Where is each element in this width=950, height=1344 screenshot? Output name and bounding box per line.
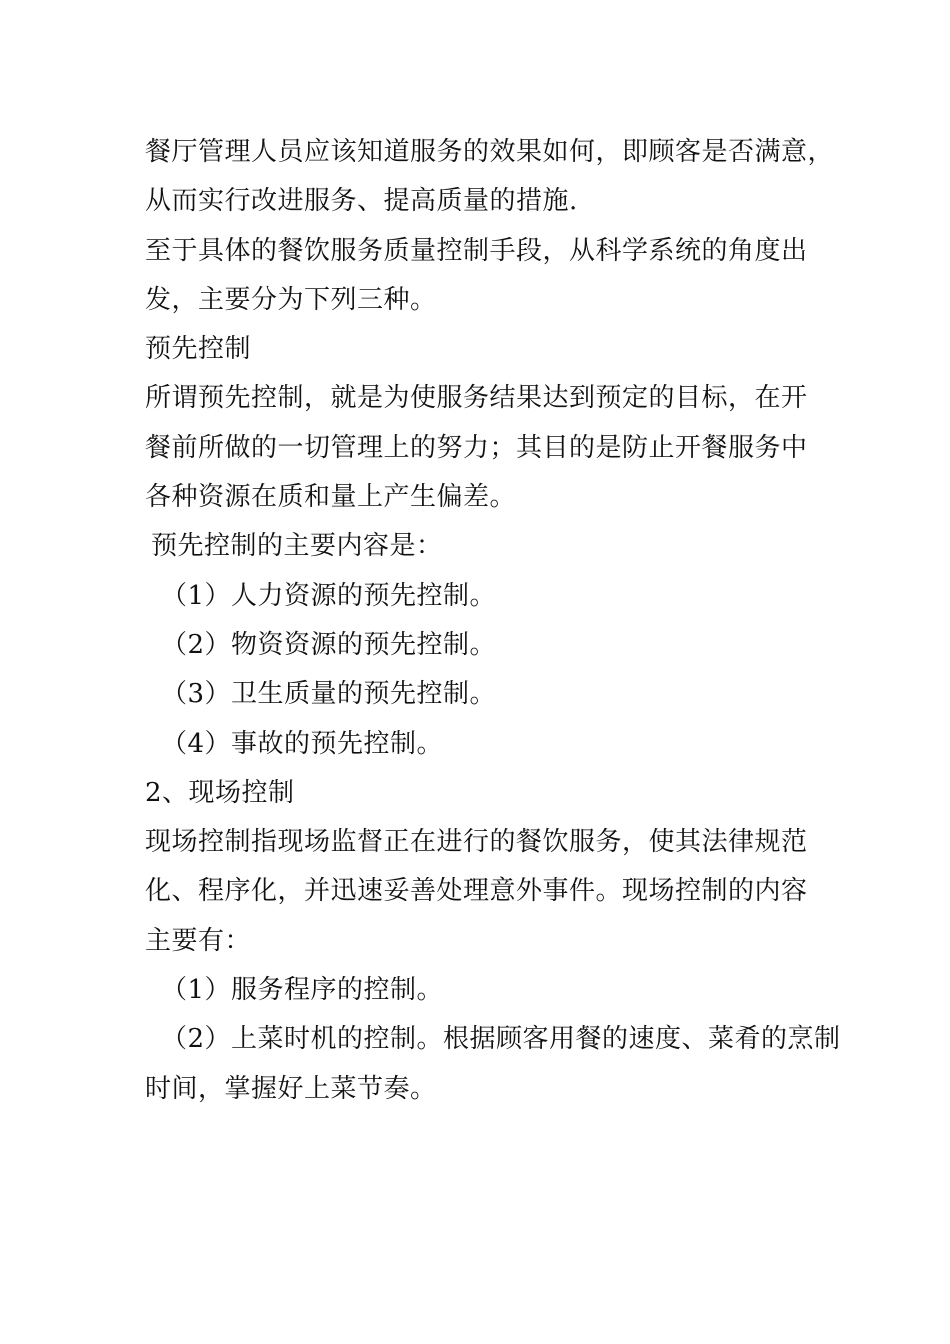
list-item: （1）服务程序的控制。 xyxy=(161,975,444,1006)
document-body xyxy=(145,130,841,1116)
list-item: （2）物资资源的预先控制。 xyxy=(161,629,497,660)
subheading-line: 预先控制的主要内容是： xyxy=(151,531,443,562)
paragraph-line: 至于具体的餐饮服务质量控制手段，从科学系统的角度出 xyxy=(145,235,808,266)
list-item: （4）事故的预先控制。 xyxy=(161,728,444,759)
paragraph-line: 主要有： xyxy=(145,925,252,956)
paragraph-line: 发，主要分为下列三种。 xyxy=(145,284,437,315)
paragraph-line: 各种资源在质和量上产生偏差。 xyxy=(145,482,517,513)
paragraph-line: 餐厅管理人员应该知道服务的效果如何，即顾客是否满意， xyxy=(145,137,835,167)
list-item: （2）上菜时机的控制。根据顾客用餐的速度、菜肴的烹制 xyxy=(161,1024,841,1055)
list-item: （1）人力资源的预先控制。 xyxy=(161,580,497,611)
paragraph-line: 所谓预先控制，就是为使服务结果达到预定的目标，在开 xyxy=(145,383,808,414)
section-heading: 2、现场控制 xyxy=(145,777,295,808)
paragraph-line: 餐前所做的一切管理上的努力；其目的是防止开餐服务中 xyxy=(145,432,808,463)
paragraph-line: 从而实行改进服务、提高质量的措施. xyxy=(145,186,578,217)
paragraph-line: 化、程序化，并迅速妥善处理意外事件。现场控制的内容 xyxy=(145,876,808,907)
list-item: （3）卫生质量的预先控制。 xyxy=(161,679,497,710)
paragraph-line: 现场控制指现场监督正在进行的餐饮服务，使其法律规范 xyxy=(145,827,808,858)
section-heading: 预先控制 xyxy=(145,334,252,365)
paragraph-line: 时间，掌握好上菜节奏。 xyxy=(145,1073,437,1104)
